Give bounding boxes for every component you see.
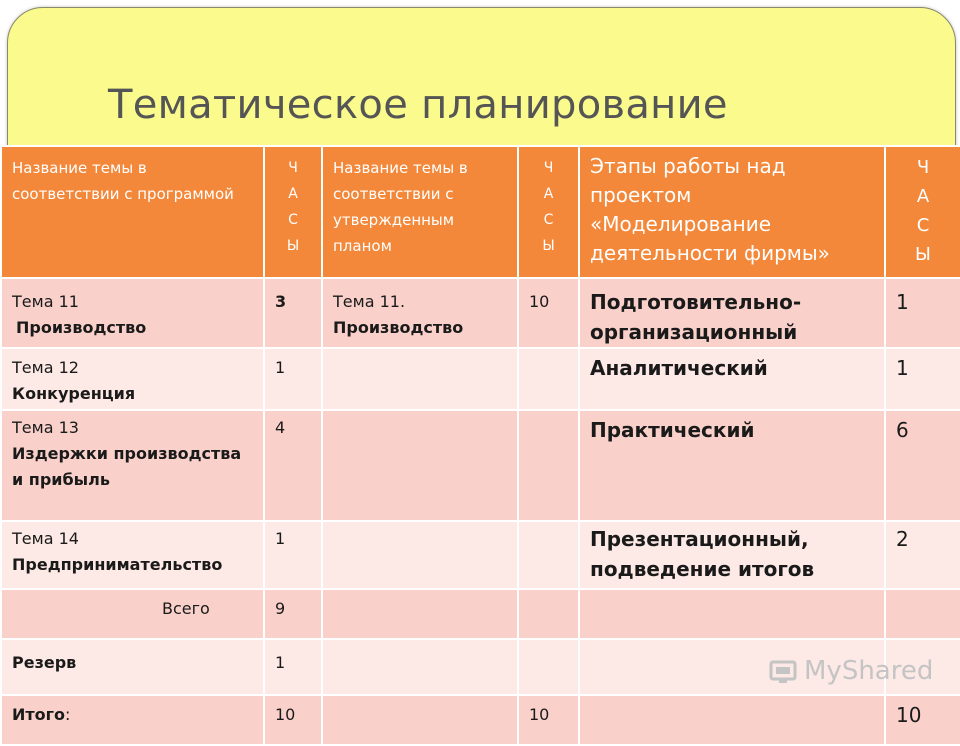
stage-hours: 2 bbox=[896, 527, 909, 551]
stage-name: Аналитический bbox=[590, 356, 768, 380]
watermark-text: MyShared bbox=[804, 656, 934, 686]
table-row bbox=[1, 521, 960, 589]
stage-name: Презентационный, подведение итогов bbox=[590, 527, 815, 581]
topic-number: Тема 12 bbox=[12, 358, 79, 377]
total-row bbox=[1, 589, 960, 639]
myshared-logo-icon bbox=[768, 656, 798, 686]
topic-name: Предпринимательство bbox=[12, 555, 223, 574]
total-label: Всего bbox=[162, 599, 210, 618]
stage-hours: 1 bbox=[896, 356, 909, 380]
topic-number: Тема 11 bbox=[12, 292, 79, 311]
header-hours-3: Ч А С Ы bbox=[885, 146, 960, 278]
plan-topic-name: Производство bbox=[333, 318, 464, 337]
hours-cell: 3 bbox=[275, 292, 287, 311]
header-topic-plan: Название темы в соответствии с утвержденным планом bbox=[322, 146, 518, 278]
topic-number: Тема 14 bbox=[12, 529, 79, 548]
stage-hours: 1 bbox=[896, 290, 909, 314]
table-row bbox=[1, 410, 960, 521]
stage-name: Практический bbox=[590, 418, 755, 442]
reserve-label: Резерв bbox=[12, 653, 77, 672]
topic-name: Конкуренция bbox=[12, 384, 136, 403]
reserve-hours: 1 bbox=[275, 653, 286, 672]
grand-total-colon: : bbox=[65, 705, 71, 724]
grand-total-hours-1: 10 bbox=[275, 705, 296, 724]
grand-total-label: Итого bbox=[12, 705, 66, 724]
page-title: Тематическое планирование bbox=[108, 82, 728, 128]
topic-number: Тема 13 bbox=[12, 418, 79, 437]
topic-name: Производство bbox=[16, 318, 147, 337]
header-topic-program: Название темы в соответствии с программой bbox=[1, 146, 264, 278]
watermark bbox=[768, 656, 933, 686]
grand-total-hours-2: 10 bbox=[529, 705, 550, 724]
total-hours: 9 bbox=[275, 599, 286, 618]
stage-hours: 6 bbox=[896, 418, 909, 442]
table-row bbox=[1, 278, 960, 348]
stage-name: Подготовительно-организационный bbox=[590, 290, 802, 344]
hours-cell: 1 bbox=[275, 358, 286, 377]
plan-hours-cell: 10 bbox=[529, 292, 550, 311]
grand-total-hours-3: 10 bbox=[896, 703, 922, 727]
table-row bbox=[1, 348, 960, 410]
header-hours-2: Ч А С Ы bbox=[518, 146, 579, 278]
header-hours-1: Ч А С Ы bbox=[264, 146, 322, 278]
topic-name: Издержки производства и прибыль bbox=[12, 444, 242, 489]
header-stages: Этапы работы над проектом «Моделирование деятельности фирмы» bbox=[579, 146, 885, 278]
hours-cell: 1 bbox=[275, 529, 286, 548]
grand-total-row bbox=[1, 695, 960, 745]
hours-cell: 4 bbox=[275, 418, 286, 437]
plan-topic-number: Тема 11. bbox=[333, 292, 406, 311]
table-header-row bbox=[1, 146, 960, 278]
